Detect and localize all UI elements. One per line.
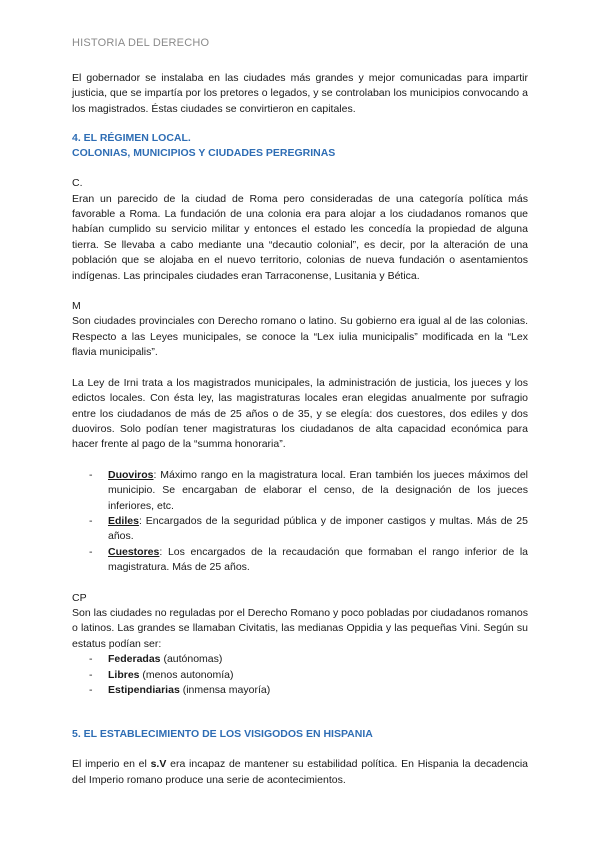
peregrinas-paragraph: Son las ciudades no reguladas por el Derecho Romano y poco pobladas por ciudadanos romanos o latinos. Las grandes se llamaban Civitatis, las medianas Oppidia y las pequeñas Vini. Según su estatus podían ser: (72, 606, 528, 650)
term-description: : Encargados de la seguridad pública y de imponer castigos y multas. Más de 25 años. (108, 514, 528, 543)
list-item (89, 514, 528, 545)
section-4-heading (72, 131, 528, 161)
term-description: (menos autonomía) (139, 668, 234, 681)
section-4-subtitle: COLONIAS, MUNICIPIOS Y CIUDADES PEREGRINAS (72, 147, 336, 160)
document-body (72, 71, 528, 788)
section-5-heading: 5. EL ESTABLECIMIENTO DE LOS VISIGODOS EN HISPANIA (72, 728, 373, 741)
visigodos-text-end: era incapaz de mantener su estabilidad política. En Hispania la decadencia del Imperio romano produce una serie de acontecimientos. (72, 758, 528, 786)
term-estipendiarias: Estipendiarias (108, 684, 180, 696)
term-cuestores: Cuestores (108, 545, 160, 558)
century-label: s.V (150, 758, 167, 771)
estatus-list (72, 652, 528, 698)
running-header: HISTORIA DEL DERECHO (72, 37, 210, 49)
term-duoviros: Duoviros (108, 468, 154, 481)
term-federadas: Federadas (108, 653, 161, 666)
intro-paragraph: El gobernador se instalaba en las ciudades más grandes y mejor comunicadas para impartir justicia, que se impartía por los pretores o legados, y se controlaban los municipios convocando a los magistrados. Éstas ciudades se convirtieron en capitales. (72, 72, 528, 115)
visigodos-paragraph (72, 757, 528, 788)
ley-irni-paragraph: La Ley de Irni trata a los magistrados municipales, la administración de justicia, los jueces y los edictos locales. Con ésta ley, las magistraturas locales eran elegidas anualmente por sufragio entre los ciudadanos de más de 25 años o de 35, y se elegía: dos cuestores, dos ediles y dos duoviros. Solo podían tener magistraturas los ciudadanos de alta capacidad económica para hacer frente al pago de la “summa honoraria”. (72, 376, 528, 451)
colonias-label: C. (72, 177, 83, 190)
term-libres: Libres (108, 668, 140, 681)
term-description: : Los encargados de la recaudación que formaban el rango inferior de la magistratura. Más de 25 años. (108, 545, 528, 574)
list-item (89, 668, 528, 683)
list-item (89, 652, 528, 667)
visigodos-text-start: El imperio en el (72, 758, 151, 771)
magistrados-list (72, 468, 528, 576)
term-ediles: Ediles (108, 514, 139, 527)
list-item (89, 468, 528, 514)
term-description: (inmensa mayoría) (179, 684, 271, 696)
term-description: : Máximo rango en la magistratura local. Eran también los jueces máximos del municipio. Se encargaban de elaborar el censo, de la designación de los jueces inferiores, etc. (108, 468, 528, 512)
municipios-label: M (72, 300, 81, 313)
peregrinas-label: CP (72, 591, 87, 604)
section-4-title: 4. EL RÉGIMEN LOCAL. (72, 132, 191, 145)
list-item (89, 545, 528, 576)
colonias-paragraph: Eran un parecido de la ciudad de Roma pero consideradas de una categoría política más favorable a Roma. La fundación de una colonia era para alojar a los ciudadanos romanos que habían cumplido su servicio militar y entonces el estado les concedía la propiedad de alguna tierra. Se llevaba a cabo mediante una “decautio colonial”, es decir, por la alteración de una población que se alojaba en el nuevo territorio, colonias de nueva fundación o asentamientos indígenas. Las principales ciudades eran Tarraconense, Lusitania y Bética. (72, 192, 528, 282)
term-description: (autónomas) (160, 653, 223, 666)
list-item (89, 683, 528, 698)
municipios-paragraph: Son ciudades provinciales con Derecho romano o latino. Su gobierno era igual al de las colonias. Respecto a las Leyes municipales, se conoce la “Lex iulia municipalis” modificada en la “Lex flavia municipalis”. (72, 315, 528, 359)
